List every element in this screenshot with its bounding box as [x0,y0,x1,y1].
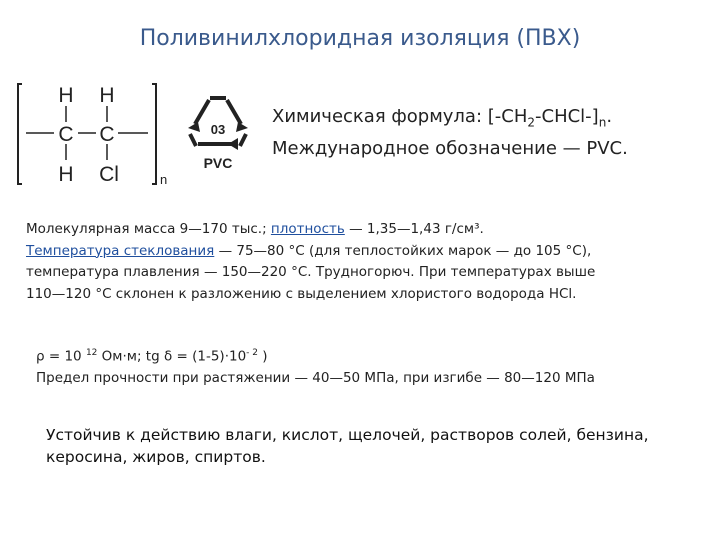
resistivity-line: ρ = 10 $^{12}$ Ом·м; tg $\delta = (1-5)\cdot 10^{- 2}$ ) [36,348,268,365]
international-designation: Международное обозначение — PVC. [272,137,628,159]
atom-cl: Cl [99,163,119,186]
atom-c-right: C [99,123,115,146]
atom-h-top-left: H [58,84,74,107]
atom-h-bottom-left: H [58,163,74,186]
recycle-code: 03 [210,122,226,137]
molecular-mass-line: Молекулярная масса 9—170 тыс.; плотность — 1,35—1,43 г/см³. [26,221,484,237]
formula-line: Химическая формула: $[-CH_2-CHCl-]_n$. [272,106,613,130]
decomposition-line: 110—120 °С склонен к разложению с выделением хлористого водорода HCl. [26,285,577,302]
electrical-properties [36,343,696,389]
chemical-formula [272,104,628,162]
resistance-line-2: керосина, жиров, спиртов. [46,448,266,466]
physical-properties [26,219,696,305]
pvc-structural-formula [16,80,174,188]
density-link[interactable]: плотность [270,221,345,237]
recycle-label: PVC [203,155,233,171]
glass-transition-line: Температура стеклования — 75—80 °С (для теплостойких марок — до 105 °С), [26,242,592,259]
atom-c-left: C [58,123,74,146]
chemical-resistance [46,424,706,468]
recycle-icon [176,92,260,172]
melting-temperature-line: температура плавления — 150—220 °С. Трудногорюч. При температурах выше [26,264,596,280]
atom-h-top-right: H [99,84,115,107]
repeat-subscript: n [160,172,168,187]
strength-line: Предел прочности при растяжении — 40—50 МПа, при изгибе — 80—120 МПа [36,369,595,386]
resistance-line-1: Устойчив к действию влаги, кислот, щелочей, растворов солей, бензина, [46,426,649,444]
glass-transition-link[interactable]: Температура стеклования [26,242,215,259]
page-title: Поливинилхлоридная изоляция (ПВХ) [139,26,581,51]
